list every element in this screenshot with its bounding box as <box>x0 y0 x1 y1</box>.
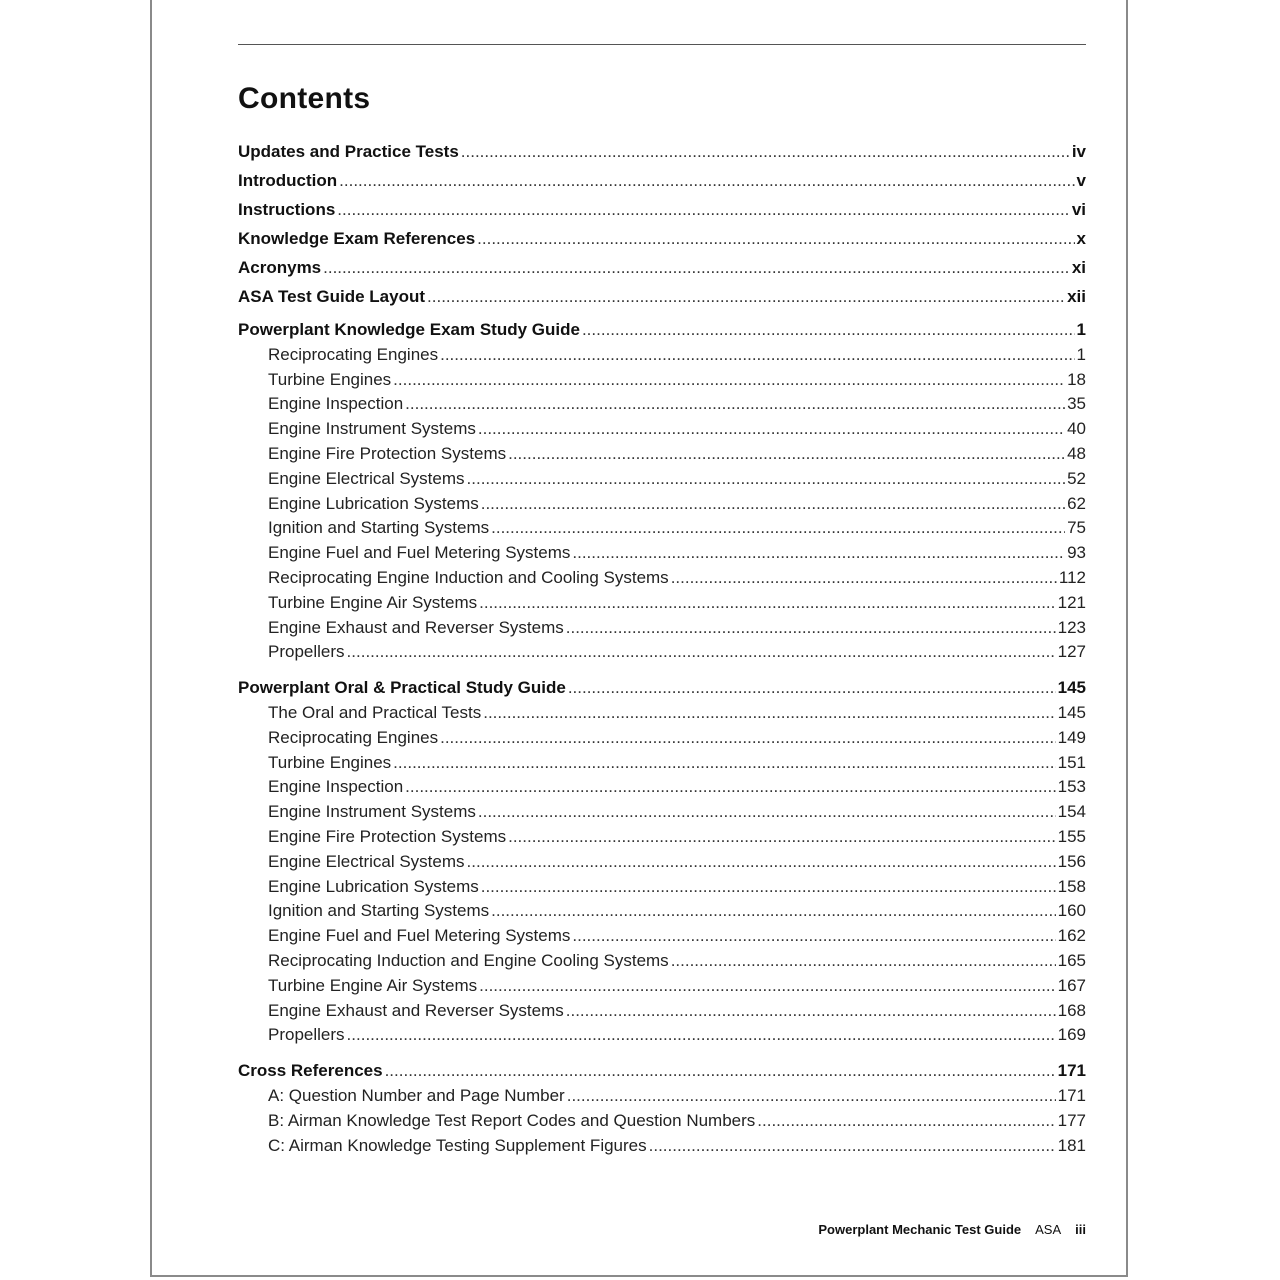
toc-entry[interactable] <box>238 166 1086 195</box>
dot-leader <box>347 640 1056 665</box>
dot-leader <box>385 1059 1056 1084</box>
toc-entry-label: Engine Inspection <box>268 394 404 414</box>
toc-entry-page: 155 <box>1057 826 1086 846</box>
toc-section-heading[interactable] <box>238 676 1086 701</box>
toc-entry[interactable] <box>238 253 1086 282</box>
toc-entry-label: Turbine Engine Air Systems <box>268 975 478 995</box>
toc-entry-label: Engine Fuel and Fuel Metering Systems <box>268 926 571 946</box>
page-footer <box>818 1222 1086 1237</box>
toc-entry-label: B: Airman Knowledge Test Report Codes and Question Numbers <box>268 1110 756 1130</box>
toc-entry-page: 1 <box>1076 344 1086 364</box>
toc-entry-page: v <box>1076 171 1086 190</box>
dot-leader <box>568 676 1056 701</box>
toc-entry-page: vi <box>1071 200 1086 219</box>
toc-entry-page: 181 <box>1057 1135 1086 1155</box>
dot-leader <box>491 899 1056 924</box>
toc-entry-page: 145 <box>1057 702 1086 722</box>
dot-leader <box>508 825 1056 850</box>
dot-leader <box>566 616 1056 641</box>
toc-subentry[interactable] <box>238 999 1086 1024</box>
footer-page-number: iii <box>1075 1222 1086 1237</box>
toc-entry-label: Engine Electrical Systems <box>268 851 465 871</box>
dot-leader <box>405 775 1055 800</box>
toc-entry-page: 35 <box>1067 394 1086 414</box>
toc-entry-page: 112 <box>1058 567 1086 587</box>
toc-subentry[interactable] <box>238 850 1086 875</box>
toc-entry-page: 75 <box>1067 518 1086 538</box>
dot-leader <box>572 541 1065 566</box>
toc-entry-page: 121 <box>1057 592 1086 612</box>
toc-subentry[interactable] <box>238 541 1086 566</box>
dot-leader <box>478 417 1065 442</box>
toc-entry-page: 156 <box>1057 851 1086 871</box>
dot-leader <box>393 368 1065 393</box>
toc-entry[interactable] <box>238 282 1086 311</box>
toc-subentry[interactable] <box>238 640 1086 665</box>
toc-entry-page: xi <box>1071 258 1086 277</box>
toc-entry-label: Engine Fire Protection Systems <box>268 826 507 846</box>
toc-entry-page: 1 <box>1076 320 1086 339</box>
footer-book-title: Powerplant Mechanic Test Guide <box>818 1222 1022 1237</box>
dot-leader <box>491 516 1065 541</box>
toc-entry-page: 40 <box>1067 419 1086 439</box>
toc-entry-label: Cross References <box>238 1061 383 1081</box>
dot-leader <box>649 1134 1056 1159</box>
toc-entry-page: 171 <box>1057 1061 1086 1081</box>
dot-leader <box>481 875 1056 900</box>
dot-leader <box>671 566 1057 591</box>
toc-subentry[interactable] <box>238 1134 1086 1159</box>
dot-leader <box>461 137 1070 166</box>
toc-entry-page: 48 <box>1067 443 1086 463</box>
toc-entry-label: Engine Inspection <box>268 777 404 797</box>
toc-entry-label: Engine Fuel and Fuel Metering Systems <box>268 543 571 563</box>
toc-entry-page: iv <box>1071 142 1086 161</box>
toc-subentry[interactable] <box>238 924 1086 949</box>
footer-publisher: ASA <box>1035 1222 1062 1237</box>
toc-entry-label: Propellers <box>268 642 345 662</box>
toc-entry-label: Reciprocating Induction and Engine Cooling Systems <box>268 950 669 970</box>
dot-leader <box>347 1023 1056 1048</box>
toc-entry-label: ASA Test Guide Layout <box>238 287 426 306</box>
dot-leader <box>582 318 1075 343</box>
toc-entry-label: Engine Lubrication Systems <box>268 876 479 896</box>
toc-entry-page: 168 <box>1057 1000 1086 1020</box>
toc-entry-label: Reciprocating Engine Induction and Cooling Systems <box>268 567 669 587</box>
toc-entry-label: Instructions <box>238 200 336 219</box>
toc-subentry[interactable] <box>238 343 1086 368</box>
toc-entry[interactable] <box>238 224 1086 253</box>
toc-subentry[interactable] <box>238 1109 1086 1134</box>
dot-leader <box>393 751 1055 776</box>
toc-entry-label: Engine Instrument Systems <box>268 802 476 822</box>
toc-entry-page: 154 <box>1057 802 1086 822</box>
dot-leader <box>323 253 1070 282</box>
dot-leader <box>479 591 1055 616</box>
toc-subentry[interactable] <box>238 566 1086 591</box>
toc-subentry[interactable] <box>238 775 1086 800</box>
toc-entry-label: Engine Exhaust and Reverser Systems <box>268 617 564 637</box>
toc-entry-page: 127 <box>1057 642 1086 662</box>
toc-subentry[interactable] <box>238 949 1086 974</box>
toc-entry-label: Engine Fire Protection Systems <box>268 443 507 463</box>
toc-subentry[interactable] <box>238 442 1086 467</box>
toc-entry-label: Knowledge Exam References <box>238 229 476 248</box>
toc-entry-page: 165 <box>1057 950 1086 970</box>
toc-subentry[interactable] <box>238 726 1086 751</box>
toc-subentry[interactable] <box>238 417 1086 442</box>
toc-entry-label: Powerplant Knowledge Exam Study Guide <box>238 320 580 339</box>
toc-entry-label: The Oral and Practical Tests <box>268 702 482 722</box>
dot-leader <box>478 800 1056 825</box>
toc-entry[interactable] <box>238 137 1086 166</box>
toc-entry-page: 151 <box>1057 752 1086 772</box>
toc-subentry[interactable] <box>238 368 1086 393</box>
toc-subentry[interactable] <box>238 825 1086 850</box>
dot-leader <box>566 999 1056 1024</box>
toc-subentry[interactable] <box>238 1023 1086 1048</box>
toc-subentry[interactable] <box>238 516 1086 541</box>
toc-entry-label: Ignition and Starting Systems <box>268 518 490 538</box>
toc-entry-label: Acronyms <box>238 258 322 277</box>
toc-section-heading[interactable] <box>238 1059 1086 1084</box>
toc-subentry[interactable] <box>238 875 1086 900</box>
toc-subentry[interactable] <box>238 492 1086 517</box>
toc-entry-label: Introduction <box>238 171 338 190</box>
dot-leader <box>671 949 1056 974</box>
toc-subentry[interactable] <box>238 800 1086 825</box>
dot-leader <box>467 467 1066 492</box>
toc-entry-label: Reciprocating Engines <box>268 344 439 364</box>
dot-leader <box>339 166 1074 195</box>
table-of-contents <box>238 137 1086 1158</box>
toc-entry-label: Engine Lubrication Systems <box>268 493 479 513</box>
toc-entry-label: Powerplant Oral & Practical Study Guide <box>238 678 566 698</box>
toc-section-heading[interactable] <box>238 318 1086 343</box>
toc-entry-page: 149 <box>1057 727 1086 747</box>
dot-leader <box>483 701 1055 726</box>
toc-entry-page: 160 <box>1057 901 1086 921</box>
toc-subentry[interactable] <box>238 899 1086 924</box>
toc-entry-label: Reciprocating Engines <box>268 727 439 747</box>
toc-entry[interactable] <box>238 195 1086 224</box>
toc-entry-page: 62 <box>1067 493 1086 513</box>
toc-subentry[interactable] <box>238 751 1086 776</box>
toc-entry-page: 158 <box>1057 876 1086 896</box>
dot-leader <box>572 924 1055 949</box>
dot-leader <box>567 1084 1056 1109</box>
toc-entry-page: 93 <box>1067 543 1086 563</box>
toc-entry-page: 167 <box>1057 975 1086 995</box>
toc-entry-label: Engine Exhaust and Reverser Systems <box>268 1000 564 1020</box>
toc-entry-label: C: Airman Knowledge Testing Supplement Figures <box>268 1135 647 1155</box>
toc-entry-label: Ignition and Starting Systems <box>268 901 490 921</box>
toc-entry-page: 162 <box>1057 926 1086 946</box>
dot-leader <box>757 1109 1055 1134</box>
toc-entry-page: 153 <box>1057 777 1086 797</box>
dot-leader <box>481 492 1065 517</box>
dot-leader <box>467 850 1056 875</box>
toc-subentry[interactable] <box>238 616 1086 641</box>
toc-entry-page: 177 <box>1057 1110 1086 1130</box>
toc-entry-page: xii <box>1067 287 1086 306</box>
dot-leader <box>337 195 1070 224</box>
toc-entry-label: Turbine Engine Air Systems <box>268 592 478 612</box>
toc-entry-page: 123 <box>1057 617 1086 637</box>
toc-subentry[interactable] <box>238 701 1086 726</box>
dot-leader <box>477 224 1074 253</box>
toc-subentry[interactable] <box>238 392 1086 417</box>
toc-entry-label: Engine Electrical Systems <box>268 468 465 488</box>
page-title: Contents <box>238 82 371 115</box>
toc-entry-page: 18 <box>1067 369 1086 389</box>
header-rule <box>238 44 1086 45</box>
dot-leader <box>440 726 1056 751</box>
toc-entry-page: 171 <box>1057 1085 1086 1105</box>
toc-entry-label: A: Question Number and Page Number <box>268 1085 565 1105</box>
dot-leader <box>440 343 1074 368</box>
dot-leader <box>508 442 1065 467</box>
dot-leader <box>479 974 1055 999</box>
toc-entry-label: Engine Instrument Systems <box>268 419 476 439</box>
toc-subentry[interactable] <box>238 591 1086 616</box>
toc-entry-label: Propellers <box>268 1025 345 1045</box>
dot-leader <box>427 282 1065 311</box>
toc-entry-label: Turbine Engines <box>268 369 392 389</box>
toc-entry-label: Turbine Engines <box>268 752 392 772</box>
toc-entry-page: 169 <box>1057 1025 1086 1045</box>
dot-leader <box>405 392 1065 417</box>
toc-entry-page: 52 <box>1067 468 1086 488</box>
toc-subentry[interactable] <box>238 1084 1086 1109</box>
toc-entry-page: x <box>1076 229 1086 248</box>
toc-entry-label: Updates and Practice Tests <box>238 142 459 161</box>
toc-subentry[interactable] <box>238 974 1086 999</box>
toc-entry-page: 145 <box>1057 678 1086 698</box>
toc-subentry[interactable] <box>238 467 1086 492</box>
